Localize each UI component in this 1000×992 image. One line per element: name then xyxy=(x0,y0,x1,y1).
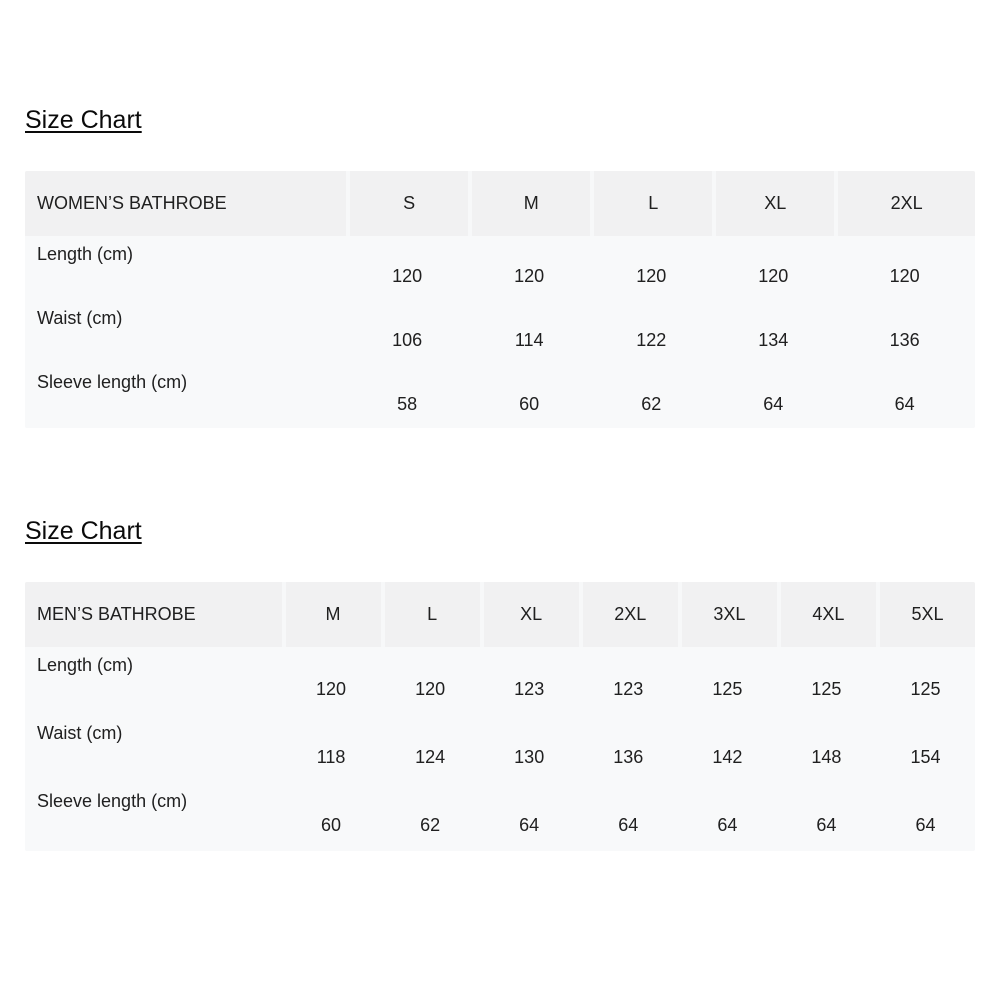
product-name-header: WOMEN’S BATHROBE xyxy=(37,193,227,213)
measurement-value: 62 xyxy=(420,815,441,835)
measurement-value: 124 xyxy=(415,747,446,767)
measurement-value: 64 xyxy=(717,815,738,835)
table-header-row xyxy=(25,582,975,647)
table-header-row xyxy=(25,171,975,236)
measurement-label: Sleeve length (cm) xyxy=(37,372,188,392)
measurement-value: 62 xyxy=(641,394,662,414)
measurement-value: 64 xyxy=(763,394,784,414)
measurement-value: 136 xyxy=(613,747,644,767)
size-chart-title: Size Chart xyxy=(25,517,142,545)
measurement-value: 60 xyxy=(519,394,540,414)
measurement-value: 58 xyxy=(397,394,418,414)
measurement-value: 148 xyxy=(811,747,842,767)
measurement-value: 120 xyxy=(758,266,789,286)
measurement-label: Sleeve length (cm) xyxy=(37,791,188,811)
size-table xyxy=(25,171,975,428)
size-chart-section xyxy=(25,0,975,428)
measurement-value: 130 xyxy=(514,747,545,767)
size-column-header: M xyxy=(468,171,590,236)
measurement-value: 120 xyxy=(514,266,545,286)
measurement-label: Length (cm) xyxy=(37,655,134,675)
table-row xyxy=(25,364,975,428)
measurement-value: 120 xyxy=(316,679,347,699)
product-name-header: MEN’S BATHROBE xyxy=(37,604,196,624)
size-column-header: 5XL xyxy=(876,582,975,647)
size-column-header: L xyxy=(590,171,712,236)
measurement-value: 64 xyxy=(894,394,915,414)
table-row xyxy=(25,783,975,851)
measurement-value: 120 xyxy=(415,679,446,699)
measurement-label: Waist (cm) xyxy=(37,308,123,328)
size-column-header: XL xyxy=(480,582,579,647)
table-row xyxy=(25,236,975,300)
measurement-value: 122 xyxy=(636,330,667,350)
measurement-value: 120 xyxy=(889,266,920,286)
size-column-header: L xyxy=(381,582,480,647)
measurement-value: 125 xyxy=(712,679,743,699)
size-chart-section xyxy=(25,516,975,851)
measurement-value: 125 xyxy=(811,679,842,699)
table-row xyxy=(25,300,975,364)
size-column-header: 2XL xyxy=(834,171,975,236)
size-column-header: XL xyxy=(712,171,834,236)
table-row xyxy=(25,715,975,783)
measurement-value: 64 xyxy=(519,815,540,835)
measurement-value: 120 xyxy=(636,266,667,286)
size-table xyxy=(25,582,975,851)
measurement-value: 64 xyxy=(915,815,936,835)
measurement-value: 142 xyxy=(712,747,743,767)
size-column-header: 3XL xyxy=(678,582,777,647)
measurement-value: 154 xyxy=(910,747,941,767)
size-column-header: M xyxy=(282,582,381,647)
measurement-value: 118 xyxy=(316,747,346,767)
measurement-value: 134 xyxy=(758,330,789,350)
size-chart-title: Size Chart xyxy=(25,106,142,134)
measurement-value: 64 xyxy=(816,815,837,835)
measurement-value: 106 xyxy=(392,330,423,350)
size-column-header: 4XL xyxy=(777,582,876,647)
measurement-value: 120 xyxy=(392,266,423,286)
measurement-value: 125 xyxy=(910,679,941,699)
size-column-header: S xyxy=(346,171,468,236)
measurement-label: Length (cm) xyxy=(37,244,134,264)
measurement-label: Waist (cm) xyxy=(37,723,123,743)
measurement-value: 123 xyxy=(514,679,545,699)
measurement-value: 114 xyxy=(514,330,544,350)
measurement-value: 136 xyxy=(889,330,920,350)
measurement-value: 60 xyxy=(321,815,342,835)
size-column-header: 2XL xyxy=(579,582,678,647)
table-row xyxy=(25,647,975,715)
measurement-value: 123 xyxy=(613,679,644,699)
measurement-value: 64 xyxy=(618,815,639,835)
